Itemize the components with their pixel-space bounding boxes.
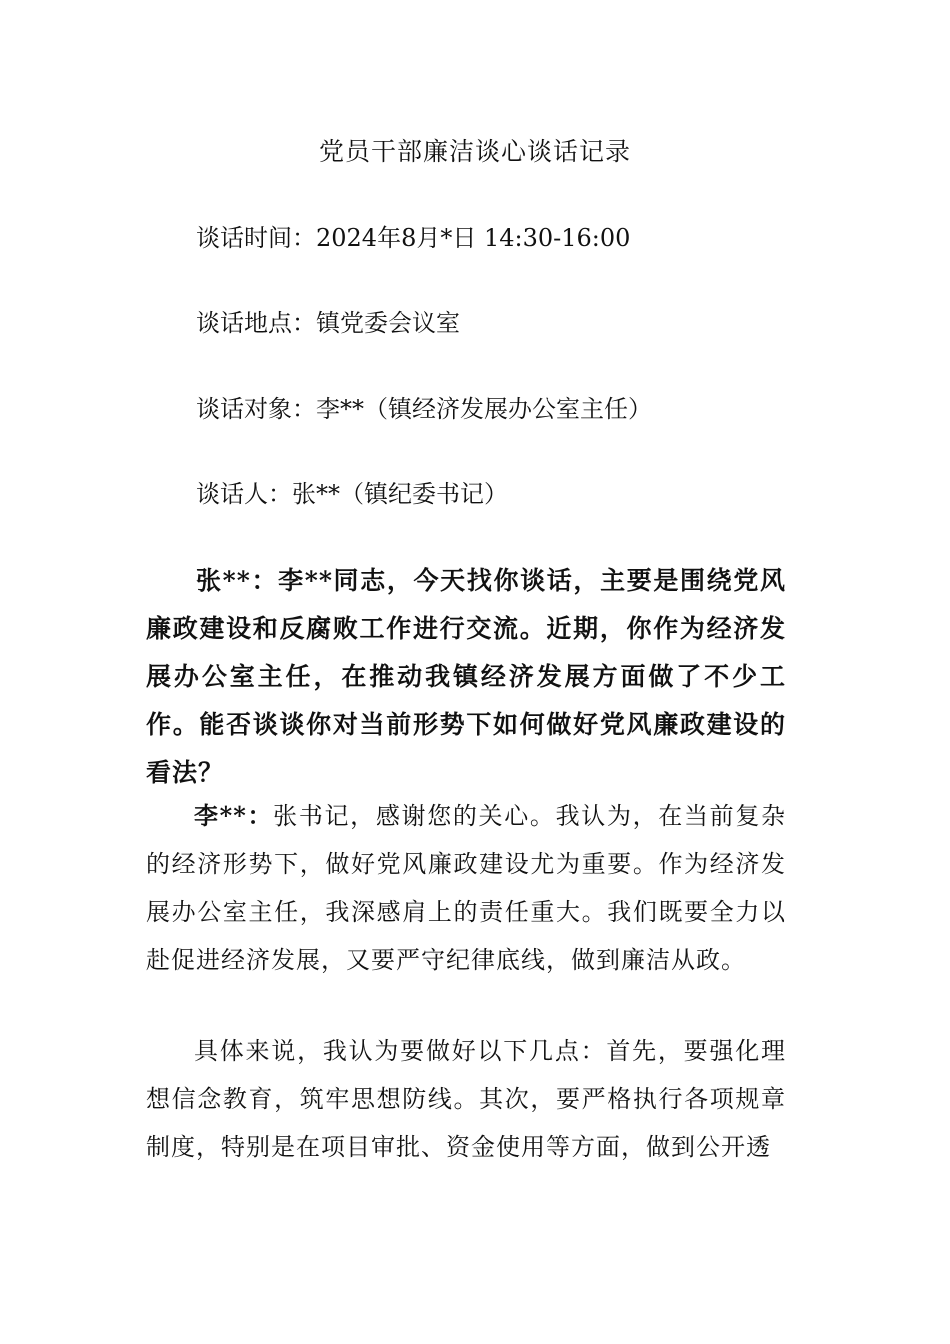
- paragraph-text: 李**同志，今天找你谈话，主要是围绕党风廉政建设和反腐败工作进行交流。近期，你作为经济发展办公室主任，在推动我镇经济发展方面做了不少工作。能否谈谈你对当前形势下如何做好党风廉政建设的看法？: [146, 566, 786, 787]
- paragraph-text: 具体来说，我认为要做好以下几点：首先，要强化理想信念教育，筑牢思想防线。其次，要严格执行各项规章制度，特别是在项目审批、资金使用等方面，做到公开透: [146, 1037, 786, 1161]
- meeting-place: 谈话地点：镇党委会议室: [196, 309, 460, 337]
- meeting-time: 谈话时间：2024年8月*日 14:30-16:00: [196, 224, 631, 252]
- meeting-interviewer: 谈话人：张**（镇纪委书记）: [196, 480, 508, 508]
- paragraph-text: 张书记，感谢您的关心。我认为，在当前复杂的经济形势下，做好党风廉政建设尤为重要。作为经济发展办公室主任，我深感肩上的责任重大。我们既要全力以赴促进经济发展，又要严守纪律底线，做到廉洁从政。: [146, 802, 786, 974]
- document-title: 党员干部廉洁谈心谈话记录: [318, 137, 631, 166]
- dialogue-paragraph-zhang: [146, 557, 786, 797]
- meeting-subject: 谈话对象：李**（镇经济发展办公室主任）: [196, 395, 652, 423]
- speaker-label: 张**：: [196, 566, 279, 595]
- dialogue-paragraph-continued: [146, 1027, 786, 1171]
- speaker-label: 李**：: [194, 801, 274, 830]
- dialogue-paragraph-li: [146, 792, 786, 984]
